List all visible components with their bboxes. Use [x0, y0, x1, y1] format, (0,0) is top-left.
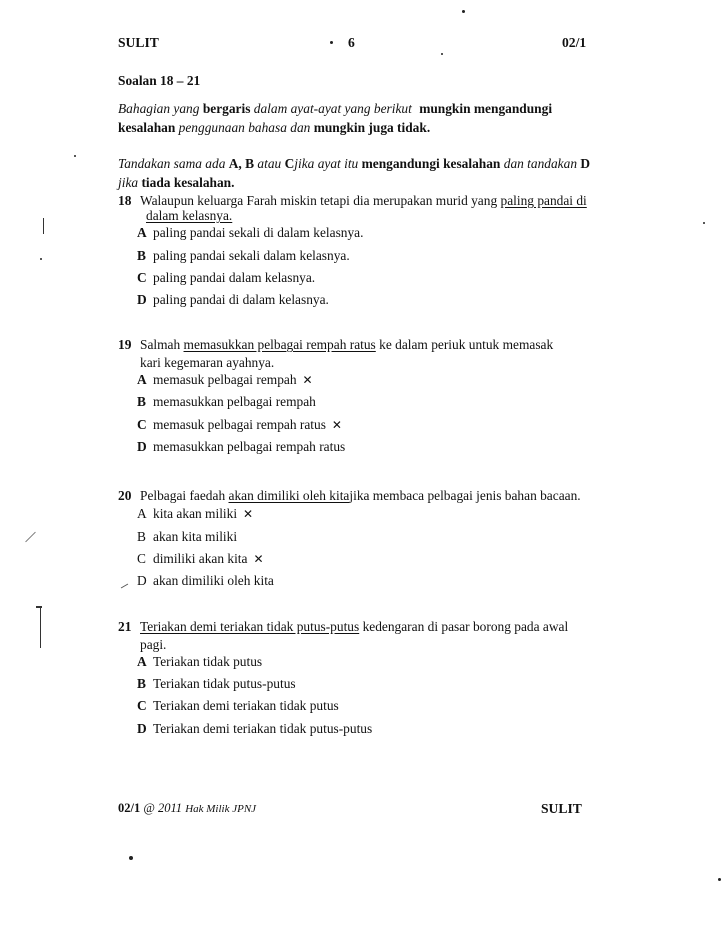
option-20-a[interactable]	[137, 506, 253, 522]
question-text: ke dalam periuk untuk memasak	[379, 337, 554, 352]
cross-mark-icon: ✕	[331, 418, 342, 432]
option-letter: C	[137, 698, 147, 713]
question-number: 19	[118, 337, 132, 352]
option-text: memasukkan pelbagai rempah ratus	[153, 439, 346, 454]
option-letter: D	[137, 721, 147, 736]
instruction-2-line-2	[118, 175, 234, 191]
question-underlined: Teriakan demi teriakan tidak putus-putus	[140, 619, 360, 634]
scan-speck	[462, 10, 465, 13]
option-letter: B	[137, 394, 146, 409]
option-21-a[interactable]	[137, 654, 262, 670]
option-text: memasuk pelbagai rempah ratus	[153, 417, 326, 432]
scan-speck	[40, 258, 42, 260]
scan-speck	[74, 155, 76, 157]
option-letter: D	[137, 439, 147, 454]
option-text: paling pandai di dalam kelasnya.	[153, 292, 329, 307]
option-19-b[interactable]	[137, 394, 316, 410]
margin-mark	[25, 532, 36, 543]
option-text: dimiliki akan kita	[153, 551, 248, 566]
paper-code: 02/1	[562, 35, 587, 50]
question-text: Pelbagai faedah	[140, 488, 226, 503]
instr2-part: D	[580, 156, 591, 171]
option-18-b[interactable]	[137, 248, 350, 264]
option-letter: A	[137, 506, 147, 521]
scan-speck	[330, 41, 333, 44]
question-19-line-1	[118, 337, 553, 353]
option-letter: B	[137, 248, 146, 263]
scan-speck	[441, 53, 443, 55]
option-letter: D	[137, 573, 147, 588]
question-underlined: akan dimiliki oleh kita	[228, 488, 350, 503]
option-text: akan dimiliki oleh kita	[153, 573, 274, 588]
question-text: jika membaca pelbagai jenis bahan bacaan.	[349, 488, 581, 503]
instr2-part: Tandakan sama ada	[118, 156, 226, 171]
option-20-b[interactable]	[137, 529, 237, 545]
cross-mark-icon: ✕	[253, 552, 264, 566]
scan-speck	[129, 856, 133, 860]
option-letter: C	[137, 417, 147, 432]
option-20-d[interactable]	[137, 573, 274, 589]
footer-code: 02/1	[118, 801, 141, 815]
instr1-part: mungkin mengandungi	[419, 101, 553, 116]
margin-mark	[43, 218, 44, 234]
option-letter: C	[137, 551, 146, 566]
question-underlined: memasukkan pelbagai rempah ratus	[183, 337, 376, 352]
question-text: Walaupun keluarga Farah miskin tetapi dia merupakan murid yang	[140, 193, 498, 208]
header-sulit: SULIT	[118, 35, 159, 50]
option-text: paling pandai dalam kelasnya.	[153, 270, 316, 285]
option-letter: B	[137, 529, 146, 544]
question-number: 18	[118, 193, 132, 208]
instr2-part: C	[284, 156, 295, 171]
option-letter: C	[137, 270, 147, 285]
option-letter: A	[137, 654, 147, 669]
scan-speck	[718, 878, 721, 881]
option-letter: B	[137, 676, 146, 691]
question-number: 21	[118, 619, 132, 634]
page-number: 6	[348, 35, 355, 50]
option-text: memasukkan pelbagai rempah	[153, 394, 316, 409]
question-text: kedengaran di pasar borong pada awal	[362, 619, 569, 634]
option-text: Teriakan tidak putus-putus	[153, 676, 296, 691]
instr2-part: jika	[118, 175, 139, 190]
scan-speck	[703, 222, 705, 224]
option-text: memasuk pelbagai rempah	[153, 372, 297, 387]
option-19-d[interactable]	[137, 439, 345, 455]
footer-copyright	[118, 801, 256, 816]
instr1-part: bergaris	[202, 101, 251, 116]
option-text: paling pandai sekali di dalam kelasnya.	[153, 225, 364, 240]
instr2-part: atau	[257, 156, 282, 171]
question-number: 20	[118, 488, 132, 503]
option-letter: A	[137, 372, 147, 387]
option-19-a[interactable]	[137, 372, 313, 388]
question-18-line-1	[118, 193, 587, 209]
instr1-part: dalam ayat-ayat yang berikut	[253, 101, 412, 116]
question-underlined: paling pandai di	[500, 193, 587, 208]
option-21-b[interactable]	[137, 676, 296, 692]
instr2-part: A, B	[228, 156, 255, 171]
section-title: Soalan 18 – 21	[118, 73, 201, 88]
question-text: Salmah	[140, 337, 181, 352]
option-text: kita akan miliki	[153, 506, 238, 521]
question-underlined: dalam kelasnya.	[146, 208, 233, 223]
option-letter: D	[137, 292, 147, 307]
footer-year: @ 2011	[143, 801, 183, 815]
cross-mark-icon: ✕	[302, 373, 313, 387]
question-21-line-1	[118, 619, 568, 635]
question-21-line-2: pagi.	[140, 637, 167, 652]
option-18-a[interactable]	[137, 225, 363, 241]
margin-mark	[40, 608, 41, 648]
instr2-part: mengandungi kesalahan	[361, 156, 501, 171]
instr1-part: mungkin juga tidak.	[313, 120, 431, 135]
question-19-line-2: kari kegemaran ayahnya.	[140, 355, 275, 370]
option-text: Teriakan demi teriakan tidak putus-putus	[153, 721, 373, 736]
option-text: Teriakan demi teriakan tidak putus	[153, 698, 339, 713]
option-text: paling pandai sekali dalam kelasnya.	[153, 248, 350, 263]
instr1-part: Bahagian yang	[118, 101, 200, 116]
option-text: akan kita miliki	[153, 529, 238, 544]
instr2-part: dan tandakan	[503, 156, 578, 171]
option-19-c[interactable]	[137, 417, 342, 433]
instruction-1-line-2	[118, 120, 430, 136]
option-letter: A	[137, 225, 147, 240]
instr1-part: kesalahan	[118, 120, 176, 135]
footer-owner: Hak Milik JPNJ	[185, 803, 257, 815]
option-18-c[interactable]	[137, 270, 315, 286]
instr1-part: penggunaan bahasa dan	[178, 120, 311, 135]
instruction-2-line-1	[118, 156, 590, 172]
option-20-c[interactable]	[137, 551, 264, 567]
cross-mark-icon: ✕	[243, 507, 254, 521]
option-21-d[interactable]	[137, 721, 372, 737]
option-18-d[interactable]	[137, 292, 329, 308]
option-21-c[interactable]	[137, 698, 339, 714]
option-text: Teriakan tidak putus	[153, 654, 263, 669]
instr2-part: tiada kesalahan.	[141, 175, 235, 190]
instr2-part: jika ayat itu	[294, 156, 359, 171]
margin-mark	[36, 606, 42, 608]
instruction-1-line-1	[118, 101, 552, 117]
margin-mark	[121, 584, 128, 589]
question-18-line-2	[146, 208, 232, 224]
question-20-line-1	[118, 488, 581, 504]
footer-sulit: SULIT	[541, 801, 582, 816]
